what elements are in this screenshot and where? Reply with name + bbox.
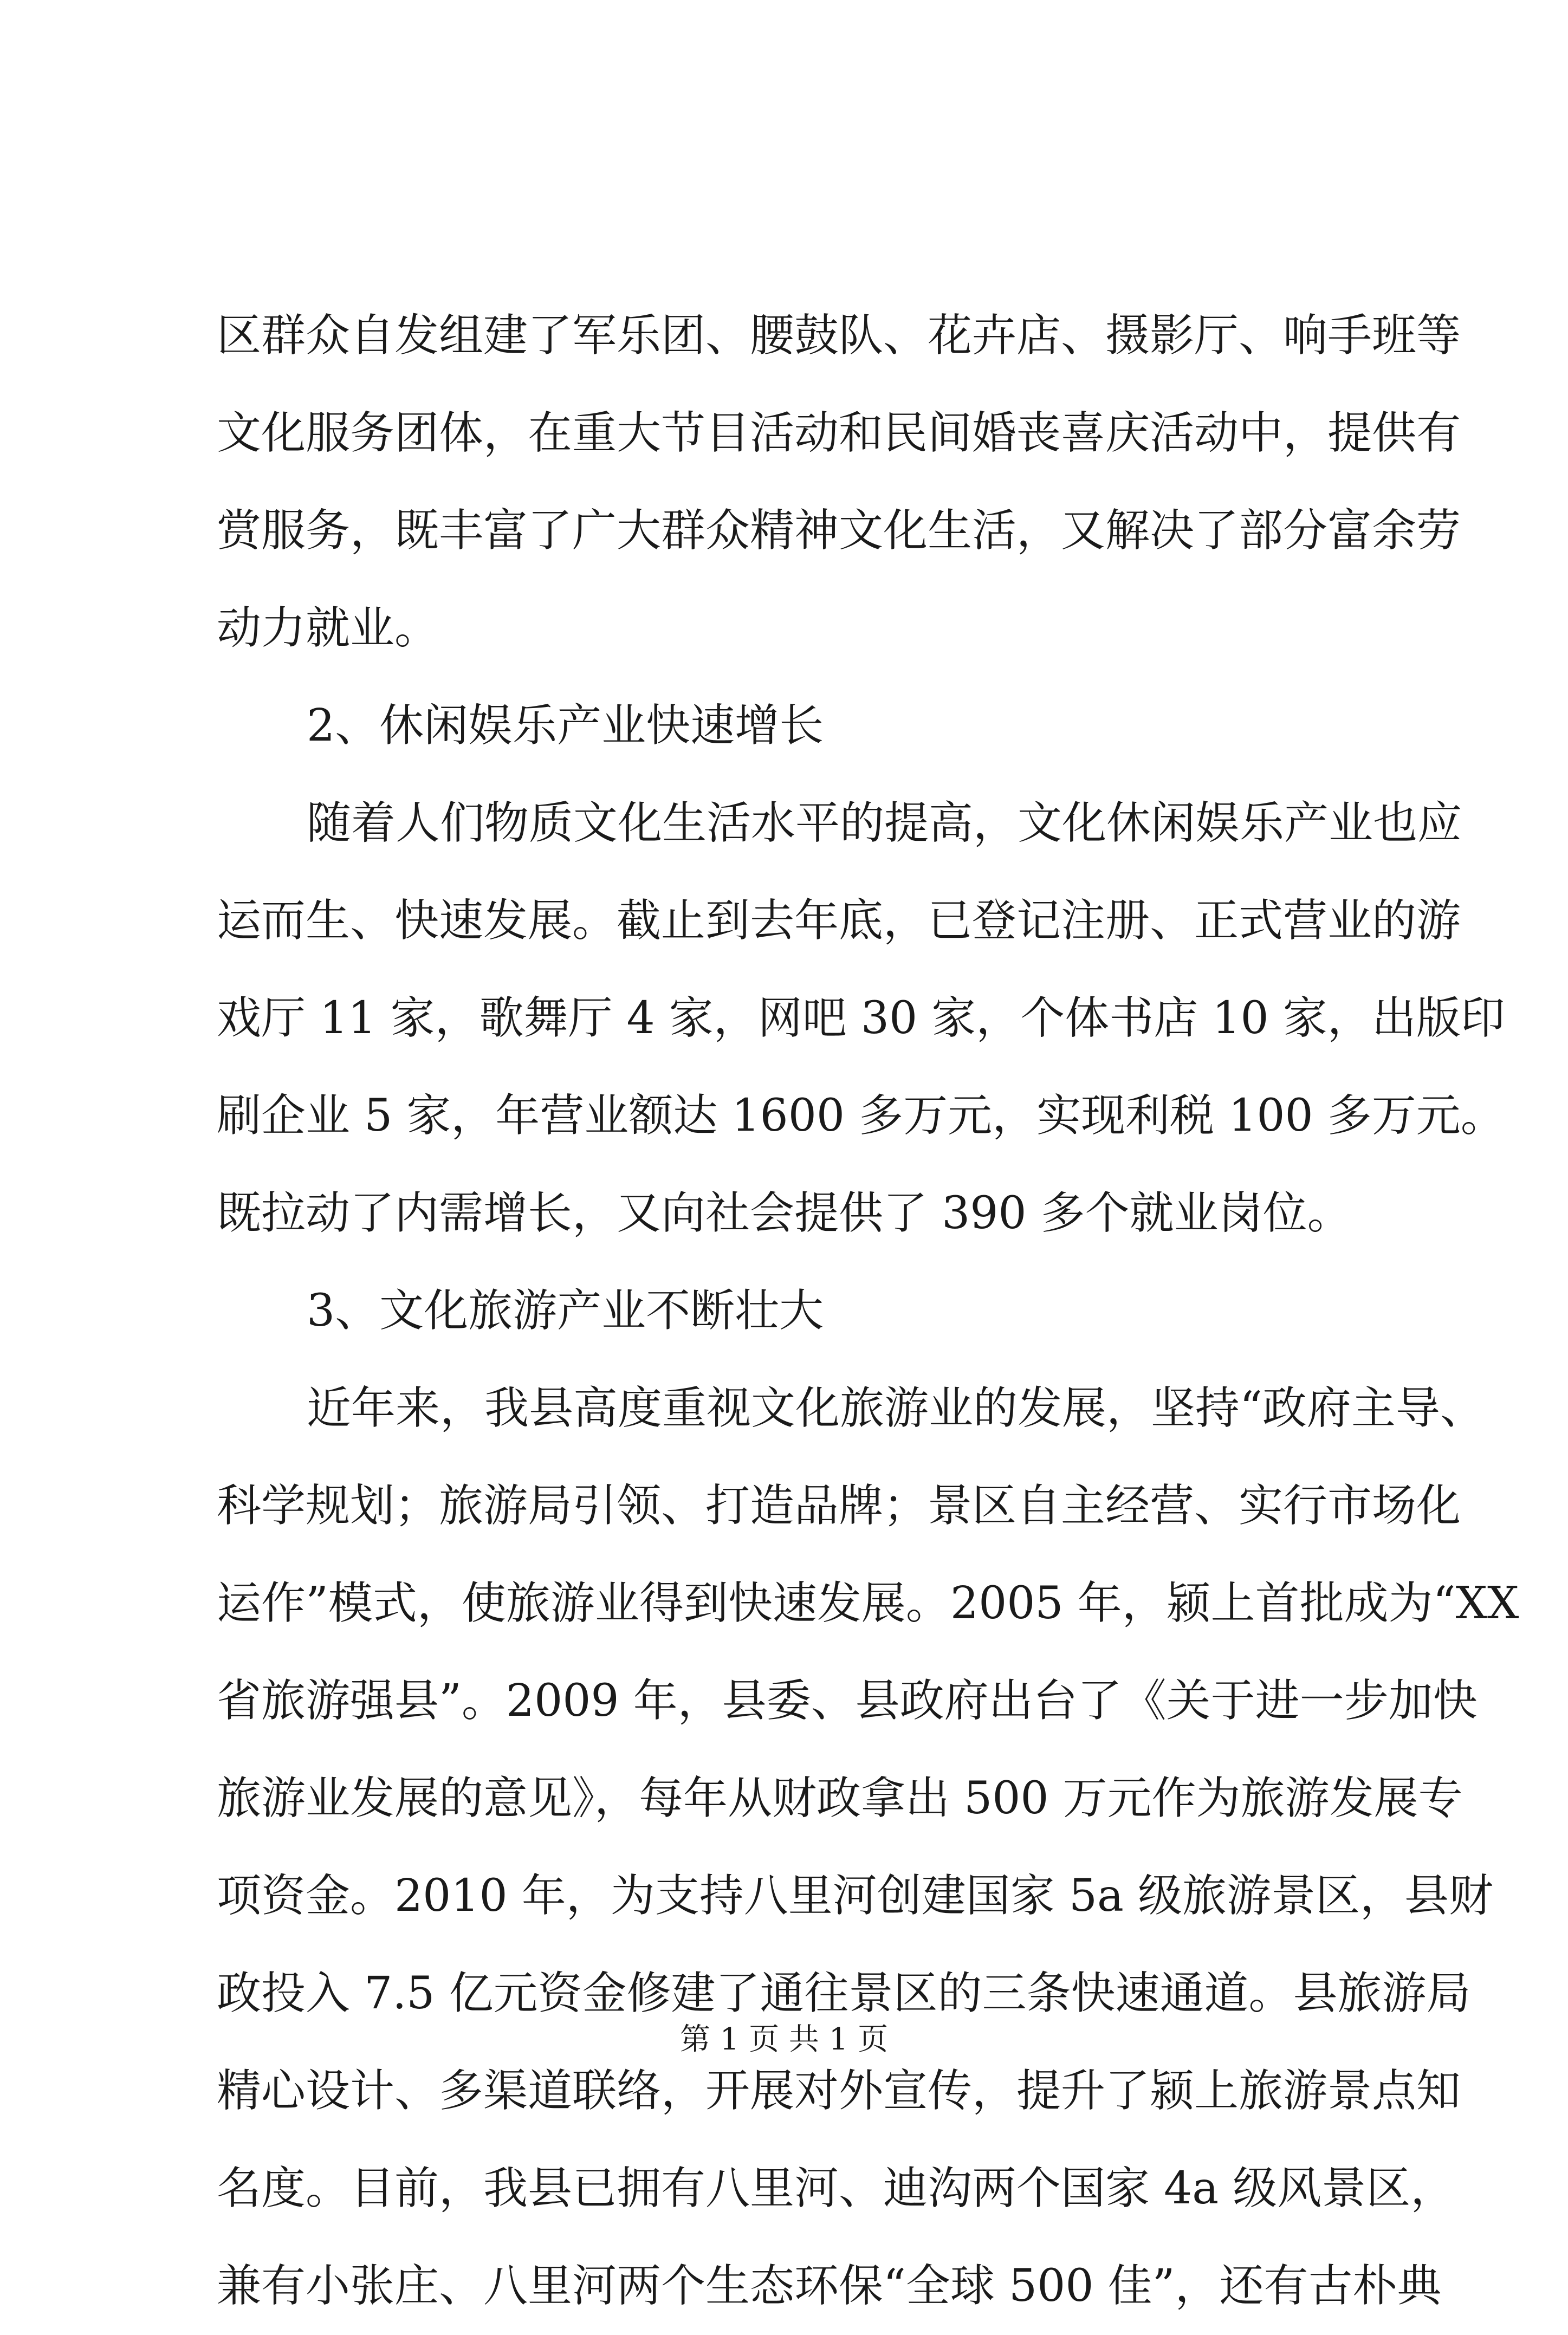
text-line: 省旅游强县”。2009 年，县委、县政府出台了《关于进一步加快: [217, 1675, 1478, 1727]
text-line: 名度。目前，我县已拥有八里河、迪沟两个国家 4a 级风景区，: [217, 2163, 1455, 2214]
text-line: 既拉动了内需增长，又向社会提供了 390 多个就业岗位。: [217, 1188, 1352, 1239]
text-line: 区群众自发组建了军乐团、腰鼓队、花卉店、摄影厅、响手班等: [217, 310, 1461, 361]
text-line: 2、休闲娱乐产业快速增长: [307, 700, 824, 751]
text-line: 运而生、快速发展。截止到去年底，已登记注册、正式营业的游: [217, 895, 1461, 946]
text-line: 刷企业 5 家，年营业额达 1600 多万元，实现利税 100 多万元。: [217, 1090, 1505, 1141]
text-line: 政投入 7.5 亿元资金修建了通往景区的三条快速通道。县旅游局: [217, 1968, 1471, 2019]
text-line: 戏厅 11 家，歌舞厅 4 家，网吧 30 家，个体书店 10 家，出版印: [217, 993, 1505, 1044]
text-line: 动力就业。: [217, 602, 439, 654]
page-footer: 第 1 页 共 1 页: [679, 2022, 889, 2057]
text-line: 项资金。2010 年，为支持八里河创建国家 5a 级旅游景区，县财: [217, 1870, 1493, 1922]
text-line: 旅游业发展的意见》，每年从财政拿出 500 万元作为旅游发展专: [217, 1773, 1463, 1824]
text-line: 3、文化旅游产业不断壮大: [307, 1285, 824, 1337]
text-line: 文化服务团体，在重大节目活动和民间婚丧喜庆活动中，提供有: [217, 407, 1461, 459]
text-line: 赏服务，既丰富了广大群众精神文化生活，又解决了部分富余劳: [217, 505, 1461, 556]
text-line: 兼有小张庄、八里河两个生态环保“全球 500 佳”，还有古朴典: [217, 2260, 1442, 2312]
text-line: 随着人们物质文化生活水平的提高，文化休闲娱乐产业也应: [307, 797, 1462, 849]
text-line: 运作”模式，使旅游业得到快速发展。2005 年，颍上首批成为“XX: [217, 1578, 1519, 1629]
text-line: 科学规划；旅游局引领、打造品牌；景区自主经营、实行市场化: [217, 1480, 1461, 1532]
text-line: 精心设计、多渠道联络，开展对外宣传，提升了颍上旅游景点知: [217, 2065, 1461, 2117]
text-line: 近年来，我县高度重视文化旅游业的发展，坚持“政府主导、: [307, 1383, 1485, 1434]
